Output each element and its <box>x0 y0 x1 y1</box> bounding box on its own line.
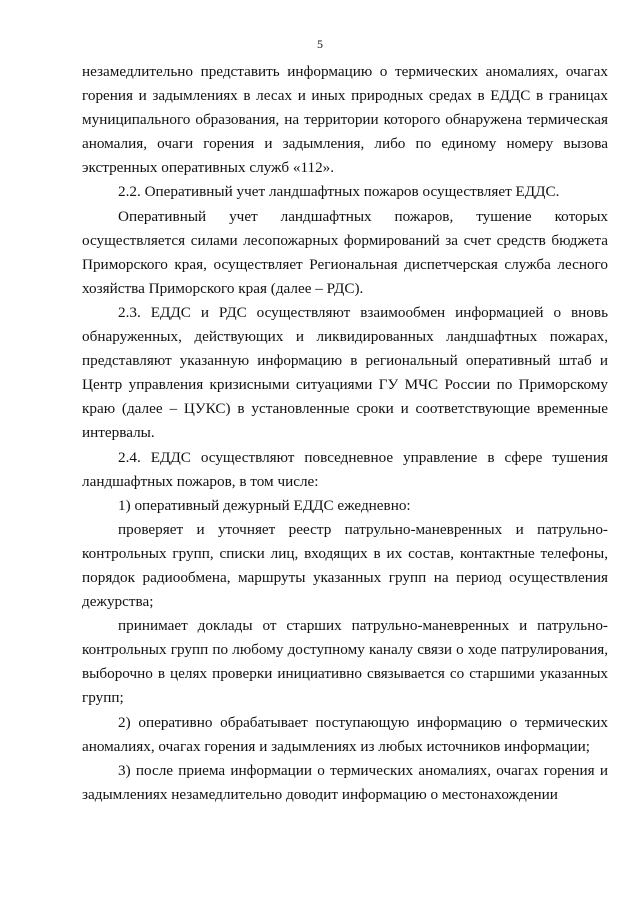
paragraph-2-3: 2.3. ЕДДС и РДС осуществляют взаимообмен информацией о вновь обнаруженных, действующих и ликвидированных ландшафтных пожарах, представляют указанную информацию в региональный оперативный штаб и Центр управления кризисными ситуациями ГУ МЧС России по Приморскому краю (далее – ЦУКС) в установленные сроки и соответствующие временные интервалы. <box>82 303 608 442</box>
paragraph-item-3: 3) после приема информации о термических аномалиях, очагах горения и задымлениях незамедлительно доводит информацию о местонахождении <box>82 761 608 803</box>
paragraph-item-1: 1) оперативный дежурный ЕДДС ежедневно: <box>118 496 411 514</box>
page-number: 5 <box>317 37 323 51</box>
paragraph-2-4: 2.4. ЕДДС осуществляют повседневное управление в сфере тушения ландшафтных пожаров, в том числе: <box>82 448 608 490</box>
paragraph-item-2: 2) оперативно обрабатывает поступающую информацию о термических аномалиях, очагах горения и задымлениях из любых источников информации; <box>82 713 608 755</box>
paragraph-continuation: незамедлительно представить информацию о термических аномалиях, очагах горения и задымлениях в лесах и иных природных средах в ЕДДС в границах муниципального образования, на территории которого обнаружена термическая аномалия, очаги горения и задымления, либо по единому номеру вызова экстренных оперативных служб «112». <box>82 63 608 177</box>
paragraph-receives-reports: принимает доклады от старших патрульно-маневренных и патрульно-контрольных групп по любому доступному каналу связи о ходе патрулирования, выборочно в целях проверки инициативно связывается со старшими указанных групп; <box>82 617 608 707</box>
paragraph-checks-registry: проверяет и уточняет реестр патрульно-маневренных и патрульно-контрольных групп, списки лиц, входящих в их состав, контактные телефоны, порядок радиообмена, маршруты указанных групп на период осуществления дежурства; <box>82 520 608 611</box>
document-body <box>82 60 608 807</box>
paragraph-operational-accounting: Оперативный учет ландшафтных пожаров, тушение которых осуществляется силами лесопожарных формирований за счет средств бюджета Приморского края, осуществляет Региональная диспетчерская служба лесного хозяйства Приморского края (далее – РДС). <box>82 207 608 297</box>
paragraph-2-2: 2.2. Оперативный учет ландшафтных пожаров осуществляет ЕДДС. <box>118 183 560 201</box>
